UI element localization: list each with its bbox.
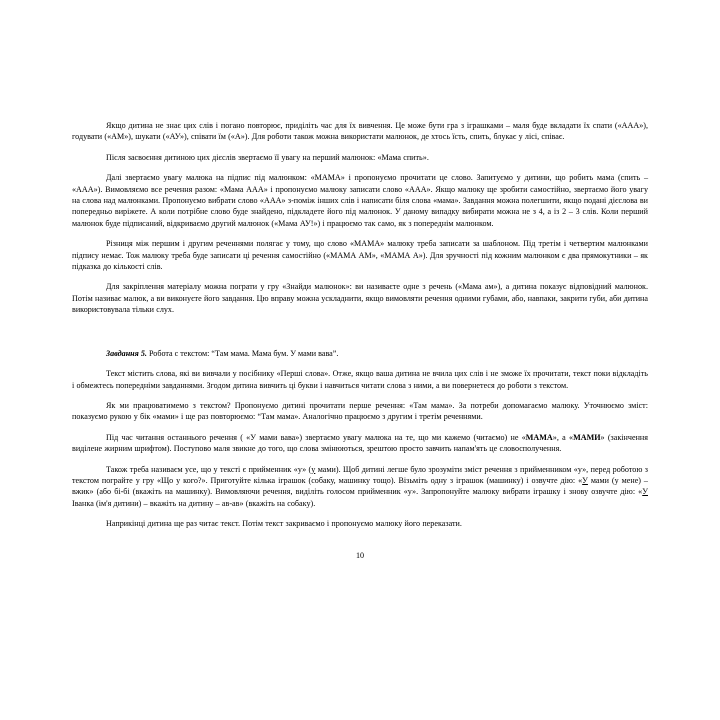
task-label: Завдання 5. xyxy=(106,348,147,358)
paragraph: Далі звертаємо увагу малюка на підпис під малюнком: «МАМА» і пропонуємо прочитати це слово. Запитуємо у дитини, що робить мама (спить – «ААА»). Вимовляємо все речення разом: «Мама ААА» і пропонуємо малюку записати слово «ААА». Якщо малюку ще зробити самостійно, звертаємо його увагу на слова над малюнками. Пропонуємо вибрати слово «ААА» з-поміж інших слів і написати біля слова «мама». Завдання можна полегшити, якщо подані дієслова ви попередньо виріжете. А коли потрібне слово буде знайдено, підкладете його під малюнок. У даному випадку вибирати можна не з 4, а із 2 – 3 слів. Коли перший малюнок буде підписаний, відкриваємо другий малюнок («Мама АУ!») і працюємо так само, як з попереднім малюнком. xyxy=(72,173,648,228)
paragraph: Як ми працюватимемо з текстом? Пропонуємо дитині прочитати перше речення: «Там мама». За потреби допомагаємо малюку. Уточнюємо зміст: показуємо рукою у бік «мами» і ще раз повторюємо: “Там мама». Аналогічно працюємо з другим і третім реченнями. xyxy=(72,400,648,422)
paragraph-rich: Також треба називаєм усе, що у тексті є прийменник «у» (у мами). Щоб дитині легше було зрозуміти зміст речення з прийменником «у», перед роботою з текстом пограйте у гру «Що у кого?». Приготуйте кілька іграшок (собаку, машинку тощо). Візьміть одну з іграшок (машинку) і озвучте дію: «У мами (у мене) – вжик» (або бі-бі (вкажіть на машинку). Вимовляючи речення, виділіть голосом прийменник «у». Запропонуйте малюку вибрати іграшку і знову озвучте дію: «У Іванка (ім'я дитини) – вкажіть на дитину – ав-ав» (вкажіть на собаку). xyxy=(72,464,648,508)
spacer xyxy=(72,325,648,332)
paragraph: Якщо дитина не знає цих слів і погано повторює, приділіть час для їх вивчення. Це може бути гра з іграшками – маля буде вкладати їх спати («ААА»), годувати («АМ»), шукати («АУ»), співати їм («А»). Для роботи також можна використати малюнок, де хтось їсть, спить, блукає у лісі, співає. xyxy=(72,121,648,142)
task-text: Робота с текстом: “Там мама. Мама бум. У мами вава”. xyxy=(146,348,339,358)
document-body xyxy=(72,120,648,530)
paragraph: Текст містить слова, які ви вивчали у посібнику «Перші слова». Отже, якщо ваша дитина не вчила цих слів і не зможе їх прочитати, текст поки відкладіть і обмежтесь попередніми завданнями. Згодом дитина вивчить ці букви і навчиться читати слова з ними, а ви повернетеся до роботи з текстом. xyxy=(72,369,648,390)
paragraph: Наприкінці дитина ще раз читає текст. Потім текст закриваємо і пропонуємо малюку його переказати. xyxy=(106,519,462,529)
page-number: 10 xyxy=(355,551,365,560)
paragraph: Для закріплення матеріалу можна пограти у гру «Знайди малюнок»: ви називаєте одне з речень («Мама ам»), а дитина показує відповідний малюнок. Потім називає малюк, а ви виконуєте його завдання. Цю вправу можна ускладнити, якщо вимовляти речення одними губами, або, навпаки, закрити губи, аби дитина використовувала тільки слух. xyxy=(72,282,648,315)
paragraph: Різниця між першим і другим реченнями полягає у тому, що слово «МАМА» малюку треба записати за шаблоном. Під третім і четвертим малюнками підпису немає. Тож малюку треба буде записати ці речення самостійно («МАМА АМ», «МАМА А»). Для зручності під кожним малюнком є два прямокутники – як підказка до кількості слів. xyxy=(72,239,648,272)
paragraph-rich: Під час читання останнього речення ( «У мами вава») звертаємо увагу малюка на те, що ми кажемо (читаємо) не «МАМА», а «МАМИ» (закінчення виділене жирним шрифтом). Поступово маля звикне до того, що слова змінюються, зрештою просто завчить напам'ять це словосполучення. xyxy=(72,432,649,454)
paragraph: Після засвоєння дитиною цих дієслів звертаємо її увагу на перший малюнок: «Мама спить». xyxy=(106,152,429,162)
task-heading xyxy=(72,348,648,359)
